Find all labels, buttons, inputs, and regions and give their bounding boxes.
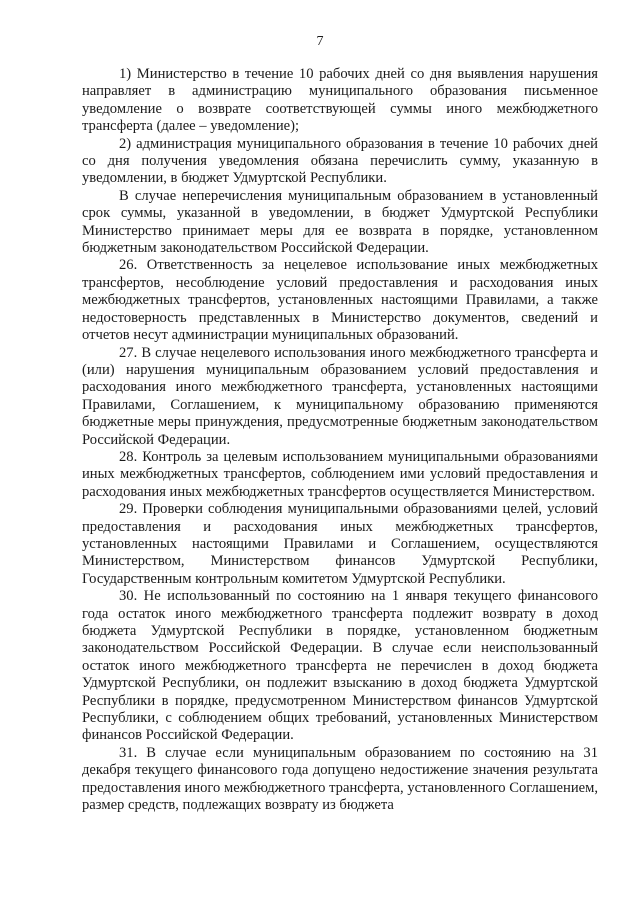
paragraph-28-control: 28. Контроль за целевым использованием муниципальными образованиями иных межбюджетных трансфертов, соблюдением ими условий предоставления и расходования иных межбюджетных трансфертов осуществляется Министерством. [82, 448, 598, 500]
paragraph-29-inspections: 29. Проверки соблюдения муниципальными образованиями целей, условий предоставления и расходования иных межбюджетных трансфертов, установленных настоящими Правилами и Соглашением, осуществляются Министерством, Министерством финансов Удмуртской Республики, Государственным контрольным комитетом Удмуртской Республики. [82, 501, 598, 587]
paragraph-item-1-notification: 1) Министерство в течение 10 рабочих дней со дня выявления нарушения направляет в администрацию муниципального образования письменное уведомление о возврате соответствующей суммы иного межбюджетного трансферта (далее – уведомление); [82, 66, 598, 135]
paragraph-item-2-transfer: 2) администрация муниципального образования в течение 10 рабочих дней со дня получения уведомления обязана перечислить сумму, указанную в уведомлении, в бюджет Удмуртской Республики. [82, 135, 598, 187]
document-body [82, 66, 598, 814]
paragraph-31-non-achievement: 31. В случае если муниципальным образованием по состоянию на 31 декабря текущего финансового года допущено недостижение значения результата предоставления иного межбюджетного трансферта, установленного Соглашением, размер средств, подлежащих возврату из бюджета [82, 744, 598, 814]
paragraph-26-responsibility: 26. Ответственность за нецелевое использование иных межбюджетных трансфертов, несоблюдение условий предоставления и расходования иных межбюджетных трансфертов, установленных настоящими Правилами, а также недостоверность представленных в Министерство документов, сведений и отчетов несут администрации муниципальных образований. [82, 257, 598, 344]
paragraph-27-misuse: 27. В случае нецелевого использования иного межбюджетного трансферта и (или) нарушения муниципальным образованием условий предоставления и расходования иного межбюджетного трансферта, установленных настоящими Правилами, Соглашением, к муниципальному образованию применяются бюджетные меры принуждения, предусмотренные бюджетным законодательством Российской Федерации. [82, 344, 598, 448]
paragraph-non-transfer-case: В случае неперечисления муниципальным образованием в установленный срок суммы, указанной в уведомлении, в бюджет Удмуртской Республики Министерство принимает меры для ее возврата в порядке, установленном бюджетным законодательством Российской Федерации. [82, 187, 598, 257]
paragraph-30-unused-balance: 30. Не использованный по состоянию на 1 января текущего финансового года остаток иного межбюджетного трансферта подлежит возврату в доход бюджета Удмуртской Республики в порядке, установленном бюджетным законодательством Российской Федерации. В случае если неиспользованный остаток иного межбюджетного трансферта не перечислен в доход бюджета Удмуртской Республики, он подлежит взысканию в доход бюджета Удмуртской Республики в порядке, предусмотренном Министерством финансов Удмуртской Республики, с соблюдением общих требований, установленных Министерством финансов Российской Федерации. [82, 588, 598, 744]
page-number: 7 [316, 34, 324, 49]
